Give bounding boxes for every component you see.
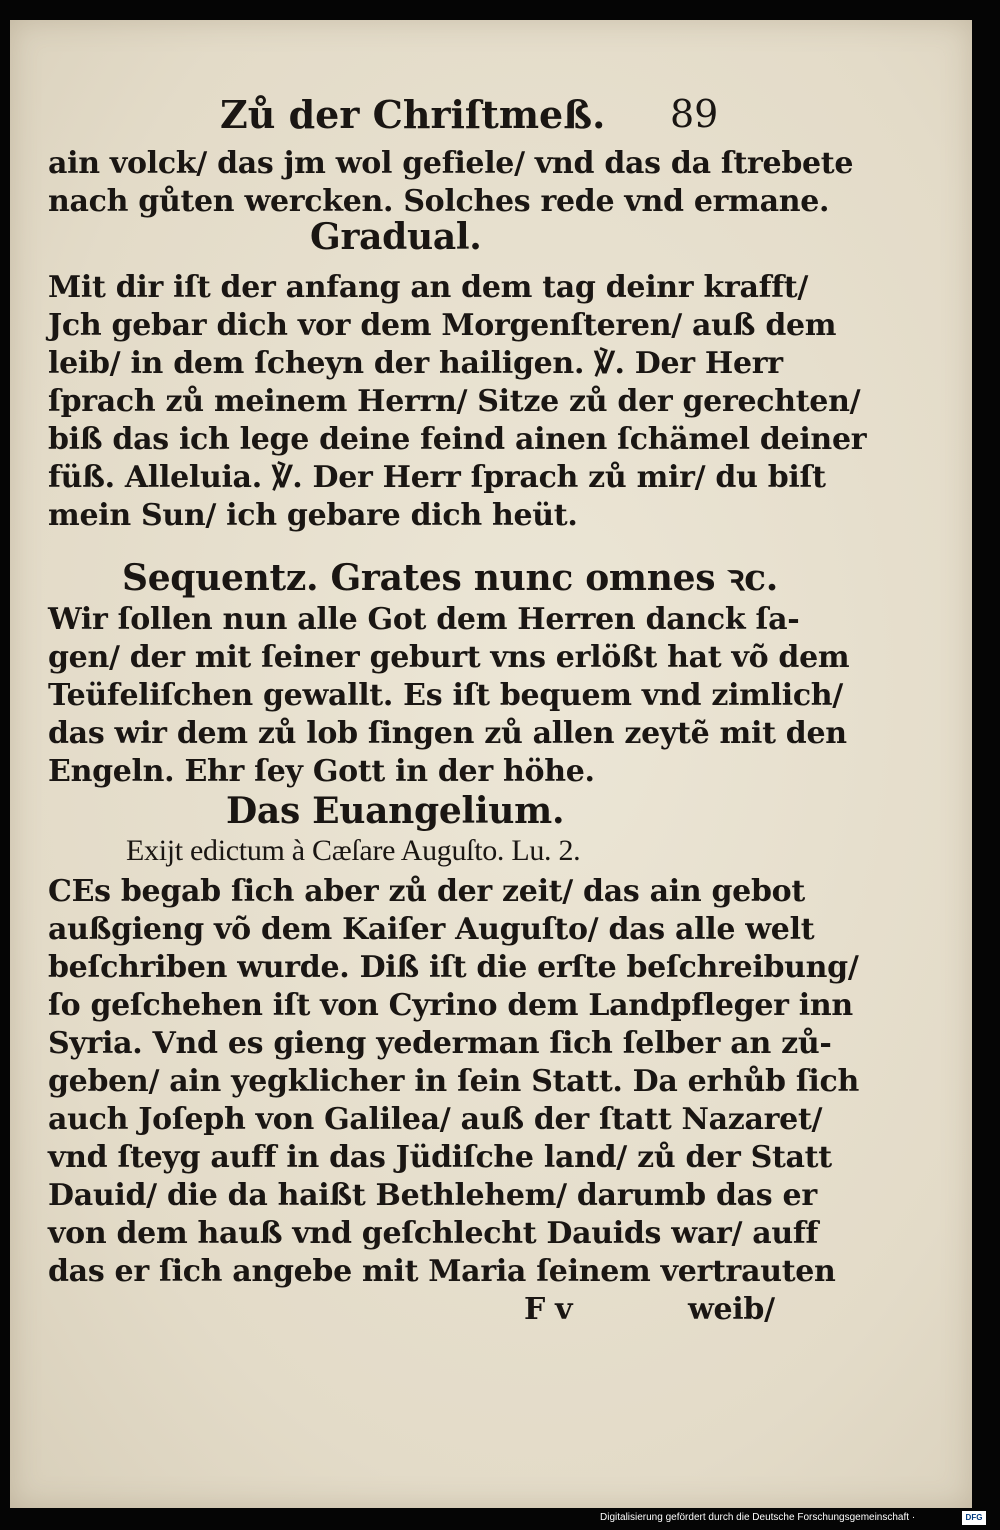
text-line: Engeln. Ehr ſey Gott in der höhe. <box>48 754 595 789</box>
signature-mark: F v <box>524 1292 573 1327</box>
latin-reference: Exijt edictum à Cæſare Auguſto. Lu. 2. <box>126 834 581 867</box>
text-line: ain volck/ das jm wol gefiele/ vnd das da ſtrebete <box>48 146 854 181</box>
catchword: weib/ <box>688 1292 775 1327</box>
text-line: CEs begab ſich aber zů der zeit/ das ain gebot <box>48 874 805 909</box>
text-line: das er ſich angebe mit Maria ſeinem vertrauten <box>48 1254 836 1289</box>
text-line: Wir ſollen nun alle Got dem Herren danck ſa- <box>48 602 800 637</box>
dfg-logo: DFG <box>962 1511 986 1525</box>
text-line: biß das ich lege deine feind ainen ſchämel deiner <box>48 422 867 457</box>
text-line: nach gůten wercken. Solches rede vnd ermane. <box>48 184 830 219</box>
book-page <box>10 20 972 1508</box>
text-line: Jch gebar dich vor dem Morgenſteren/ auß dem <box>48 308 837 343</box>
text-line: ſo geſchehen iſt von Cyrino dem Landpfleger inn <box>48 988 853 1023</box>
text-line: auch Joſeph von Galilea/ auß der ſtatt Nazaret/ <box>48 1102 823 1137</box>
text-line: beſchriben wurde. Diß iſt die erſte beſchreibung/ <box>48 950 859 985</box>
text-line: mein Sun/ ich gebare dich heüt. <box>48 498 578 533</box>
text-line: Mit dir iſt der anfang an dem tag deinr krafft/ <box>48 270 809 305</box>
heading-sequentz: Sequentz. Grates nunc omnes ꝛc. <box>122 557 779 599</box>
text-line: Syria. Vnd es gieng yederman ſich ſelber an zů- <box>48 1026 832 1061</box>
text-line: Teüfeliſchen gewallt. Es iſt bequem vnd zimlich/ <box>48 678 843 713</box>
text-line: Dauid/ die da haißt Bethlehem/ darumb das er <box>48 1178 817 1213</box>
heading-gradual: Gradual. <box>310 216 482 258</box>
text-line: gen/ der mit ſeiner geburt vns erlößt hat võ dem <box>48 640 850 675</box>
text-line: vnd ſteyg auff in das Jüdiſche land/ zů der Statt <box>48 1140 832 1175</box>
text-line: außgieng võ dem Kaiſer Auguſto/ das alle welt <box>48 912 815 947</box>
text-line: ſprach zů meinem Herrn/ Sitze zů der gerechten/ <box>48 384 861 419</box>
page-number: 89 <box>670 92 719 136</box>
page-title: Zů der Chriſtmeß. <box>220 92 606 137</box>
text-line: füß. Alleluia. ℣. Der Herr ſprach zů mir/ du biſt <box>48 460 826 495</box>
text-line: von dem hauß vnd geſchlecht Dauids war/ auff <box>48 1216 819 1251</box>
text-line: das wir dem zů lob ſingen zů allen zeytẽ mit den <box>48 716 847 751</box>
funding-credit: Digitalisierung gefördert durch die Deutsche Forschungsgemeinschaft · <box>600 1512 916 1523</box>
text-line: leib/ in dem ſcheyn der hailigen. ℣. Der Herr <box>48 346 783 381</box>
heading-evangelium: Das Euangelium. <box>226 790 565 832</box>
text-line: geben/ ain yegklicher in ſein Statt. Da erhůb ſich <box>48 1064 859 1099</box>
